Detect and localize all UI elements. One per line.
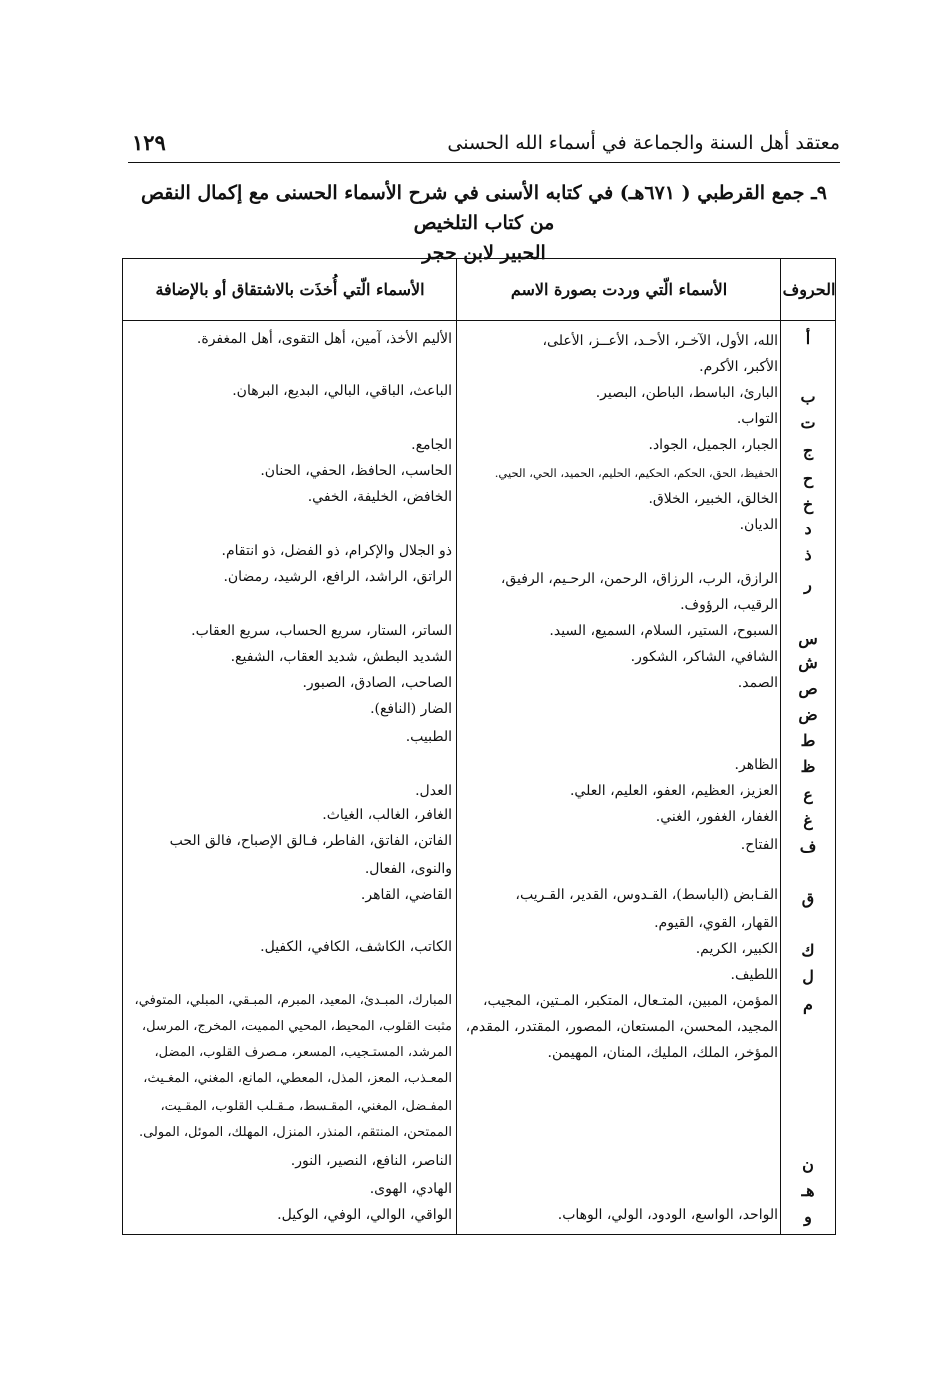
name-derived-line: المرشد، المستـجيب، المسعر، مـصرف القلوب، المضل،: [154, 1045, 452, 1060]
name-derived-line: الضار (النافع).: [370, 701, 452, 717]
name-derived-line: الناصر، النافع، النصير، النور.: [290, 1153, 452, 1169]
letter-cell: ش: [798, 653, 818, 672]
letter-cell: أ: [805, 329, 811, 348]
name-form-line: الواحد، الواسع، الودود، الولي، الوهاب.: [557, 1207, 778, 1223]
name-form-line: الله، الأول، الآخـر، الأحـد، الأعــز، الأعلى،: [542, 333, 778, 349]
name-form-line: الأكبر، الأكرم.: [699, 359, 778, 375]
name-form-line: الكبير، الكريم.: [695, 941, 778, 957]
letter-cell: د: [804, 519, 812, 538]
header-divider: [122, 320, 836, 321]
header-letters: الحروف: [782, 279, 836, 299]
name-form-line: العزيز، العظيم، العفو، العليم، العلي.: [569, 783, 778, 799]
letter-cell: ص: [798, 679, 818, 698]
name-derived-line: والنوى، الفعال.: [364, 861, 452, 877]
section-title: [128, 178, 840, 268]
name-form-line: الرازق، الرب، الرزاق، الرحمن، الرحـيم، الرفيق،: [500, 571, 778, 587]
section-title-line-2: الحبير لابن حجر: [422, 242, 546, 264]
name-form-line: الحفيظ، الحق، الحكم، الحكيم، الحليم، الحميد، الحي، الحيي.: [494, 466, 778, 480]
name-derived-line: الجامع.: [411, 437, 452, 453]
name-derived-line: الراتق، الراشد، الرافع، الرشيد، رمضان.: [223, 569, 452, 585]
name-form-line: الغفار، الغفور، الغني.: [655, 809, 778, 825]
letter-cell: م: [803, 995, 813, 1014]
section-title-line-1: ٩ـ جمع القرطبي ( ٦٧١هـ) في كتابه الأسنى في شرح الأسماء الحسنى مع إكمال النقص من كتاب التلخيص: [141, 182, 827, 234]
letter-cell: ح: [802, 469, 814, 488]
name-derived-line: العدل.: [415, 783, 452, 799]
name-form-line: المؤخر، الملك، المليك، المنان، المهيمن.: [547, 1045, 778, 1061]
letter-cell: ض: [798, 705, 818, 724]
name-form-line: اللطيف.: [730, 967, 778, 983]
letter-cell: ع: [803, 785, 813, 804]
name-form-line: الديان.: [739, 517, 778, 533]
name-derived-line: الساتر، الستار، سريع الحساب، سريع العقاب.: [191, 623, 452, 639]
column-divider: [456, 258, 457, 1235]
name-form-line: المؤمن، المبين، المتـعال، المتكبر، المـتين، المجيب،: [483, 993, 778, 1009]
name-derived-line: الواقي، الوالي، الوفي، الوكيل.: [277, 1207, 452, 1223]
letter-cell: ف: [799, 837, 817, 856]
name-derived-line: المفـضل، المغني، المقـسط، مـقـلب القلوب، المقـيت،: [160, 1099, 452, 1114]
name-derived-line: ذو الجلال والإكرام، ذو الفضل، ذو انتقام.: [221, 543, 452, 559]
running-title: معتقد أهل السنة والجماعة في أسماء الله الحسنى: [447, 132, 840, 154]
name-derived-line: الغافر، الغالب، الغياث.: [322, 807, 452, 823]
name-derived-line: مثبت القلوب، المحيط، المحيي المميت، المخرج، المرسل،: [141, 1019, 452, 1034]
name-form-line: السبوح، الستير، السلام، السميع، السيد.: [549, 623, 778, 639]
letter-cell: ر: [804, 575, 812, 594]
name-derived-line: المبارك، المبـدئ، المعيد، المبرم، المبـقي، المبلي، المتوفي،: [134, 993, 452, 1008]
name-form-line: الرقيب، الرؤوف.: [680, 597, 778, 613]
name-form-line: المجيد، المحسن، المستعان، المصور، المقتدر، المقدم،: [465, 1019, 778, 1035]
letter-cell: ل: [802, 967, 814, 986]
name-form-line: القهار، القوي، القيوم.: [654, 915, 778, 931]
name-derived-line: الممتحن، المنتقم، المنذر، المنزل، المهلك، الموئل، المولى.: [138, 1125, 452, 1140]
name-form-line: الشافي، الشاكر، الشكور.: [630, 649, 778, 665]
letter-cell: س: [798, 629, 818, 648]
name-derived-line: المعـذب، المعز، المذل، المعطي، المانع، المغني، المغـيث،: [143, 1071, 452, 1086]
name-derived-line: الحاسب، الحافظ، الحفي، الحنان.: [260, 463, 452, 479]
name-form-line: الخالق، الخبير، الخلاق.: [648, 491, 778, 507]
name-form-line: الظاهر.: [734, 757, 778, 773]
column-divider: [780, 258, 781, 1235]
letter-cell: ت: [800, 413, 816, 432]
letter-cell: خ: [802, 495, 814, 514]
name-form-line: القـابض (الباسط)، القـدوس، القدير، القـريب،: [515, 887, 778, 903]
name-derived-line: الأليم الأخذ، آمين، أهل التقوى، أهل المغفرة.: [196, 331, 452, 347]
name-derived-line: الكاتب، الكاشف، الكافي، الكفيل.: [260, 939, 452, 955]
header-names-form: الأسماء الّتي وردت بصورة الاسم: [510, 279, 728, 299]
letter-cell: و: [804, 1207, 812, 1226]
page-number: ١٢٩: [132, 130, 166, 155]
name-derived-line: الباعث، الباقي، البالي، البديع، البرهان.: [232, 383, 452, 399]
name-derived-line: الصاحب، الصادق، الصبور.: [302, 675, 452, 691]
letter-cell: ظ: [800, 757, 816, 776]
letter-cell: غ: [803, 811, 813, 830]
letter-cell: ب: [800, 387, 816, 406]
letter-cell: ك: [801, 941, 815, 960]
name-form-line: الصمد.: [737, 675, 778, 691]
letter-cell: هـ: [801, 1181, 815, 1200]
letter-cell: ق: [801, 889, 815, 908]
name-derived-line: الفاتن، الفاتق، الفاطر، فـالق الإصباح، فالق الحب: [169, 833, 452, 849]
letter-cell: ج: [802, 441, 814, 460]
name-derived-line: الطبيب.: [405, 729, 452, 745]
header-names-derived: الأسماء الّتي أُخذَت بالاشتقاق أو بالإضافة: [155, 279, 425, 299]
letter-cell: ذ: [804, 545, 812, 564]
name-form-line: التواب.: [736, 411, 778, 427]
letter-cell: ن: [802, 1155, 814, 1174]
name-form-line: الفتاح.: [740, 837, 778, 853]
name-derived-line: القاضي، القاهر.: [360, 887, 452, 903]
name-derived-line: الشديد البطش، شديد العقاب، الشفيع.: [230, 649, 452, 665]
page-header: [128, 128, 840, 163]
name-derived-line: الخافض، الخليفة، الخفي.: [307, 489, 452, 505]
name-derived-line: الهادي، الهوى.: [369, 1181, 452, 1197]
name-form-line: الجبار، الجميل، الجواد.: [648, 437, 778, 453]
letter-cell: ط: [800, 731, 816, 750]
name-form-line: البارئ، الباسط، الباطن، البصير.: [595, 385, 778, 401]
